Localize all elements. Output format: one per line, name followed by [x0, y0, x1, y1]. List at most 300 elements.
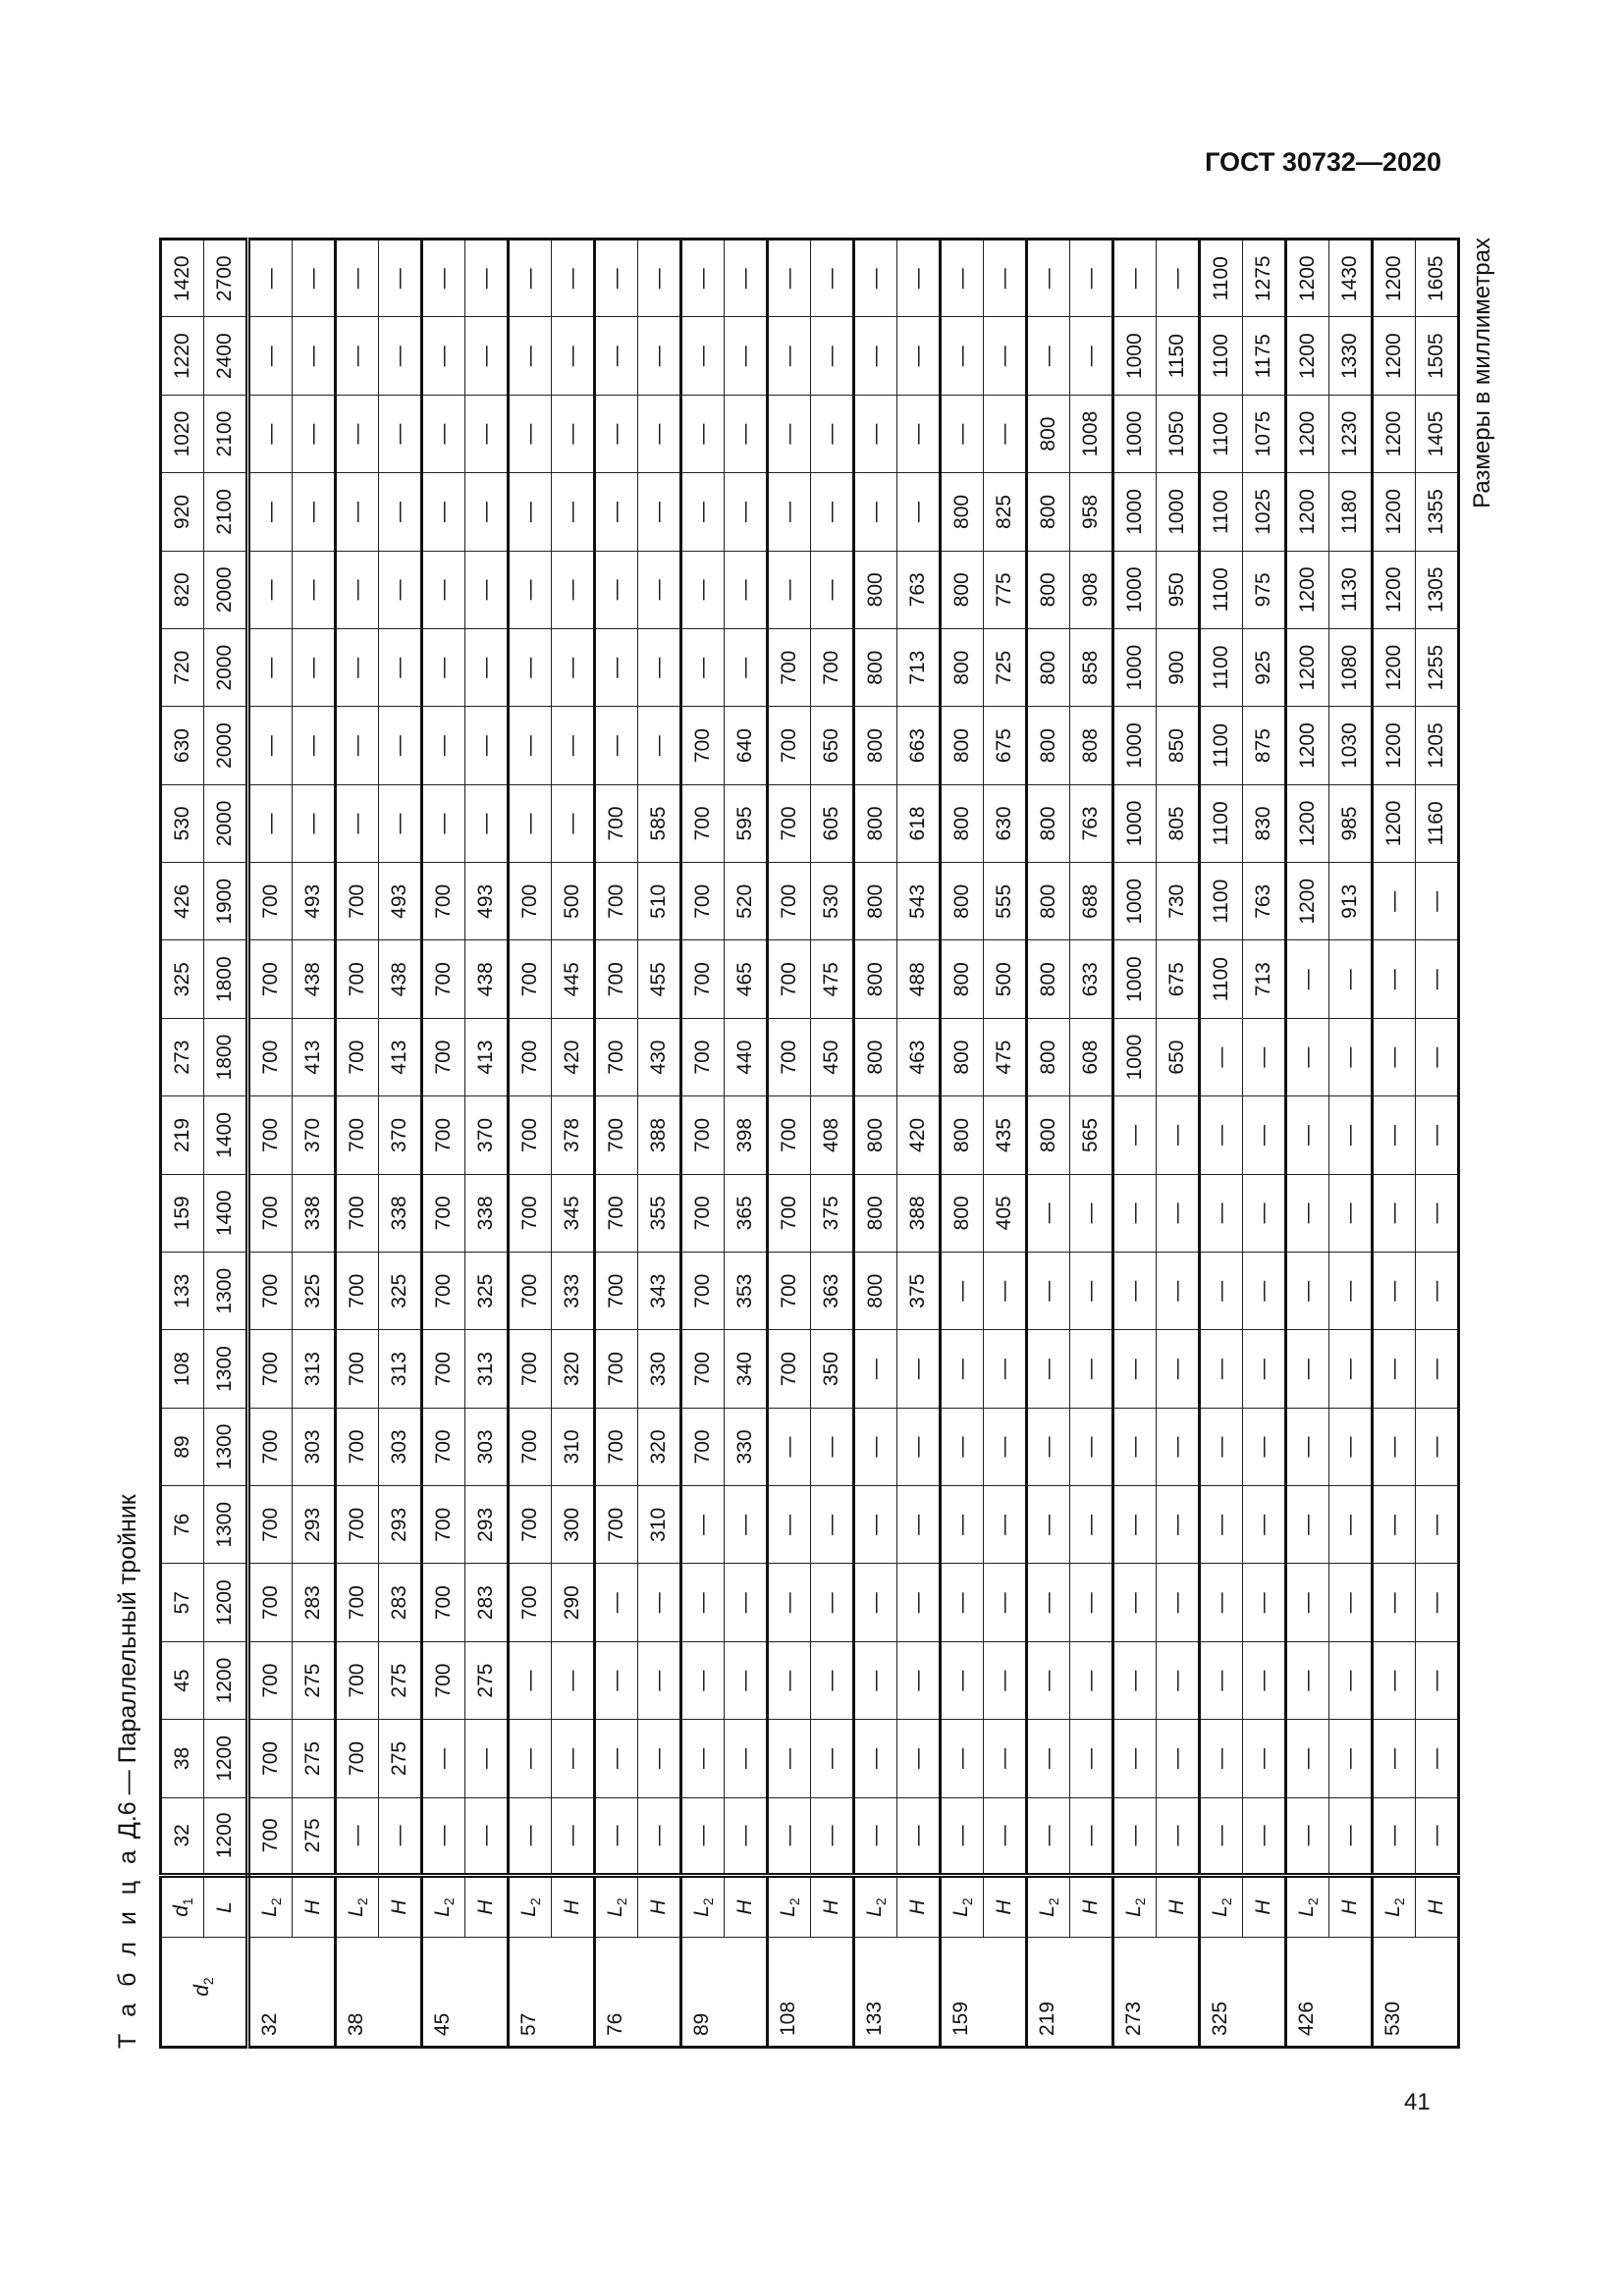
H-value-cell: 585 [638, 784, 681, 862]
L2-value-cell: — [509, 240, 552, 318]
d1-header-cell: 1220 [161, 317, 204, 395]
H-value-cell: — [1329, 1641, 1373, 1719]
L2-value-cell: 700 [768, 707, 811, 784]
L2-value-cell: — [1027, 1486, 1070, 1564]
d1-header-cell: 32 [161, 1797, 204, 1875]
H-value-cell: 565 [1070, 1096, 1113, 1174]
L2-value-cell: 800 [854, 1096, 897, 1174]
L2-value-cell: 700 [509, 1018, 552, 1095]
H-value-cell: — [1243, 1018, 1286, 1095]
L2-label-cell [595, 1876, 638, 1938]
L2-value-cell: — [1200, 1720, 1243, 1797]
table-row-L2 [422, 240, 465, 2048]
H-value-cell: 650 [1157, 1018, 1200, 1095]
H-value-cell: — [984, 1330, 1027, 1408]
L2-symbol [430, 1897, 458, 1917]
L2-label-cell [1027, 1876, 1070, 1938]
d1-header-cell: 426 [161, 863, 204, 940]
d2-value-cell: 159 [941, 1938, 1027, 2048]
L2-value-cell: 700 [248, 863, 293, 940]
H-value-cell: — [552, 240, 595, 318]
L2-value-cell: — [1200, 1486, 1243, 1564]
H-value-cell: — [293, 784, 336, 862]
H-value-cell: 303 [379, 1408, 422, 1485]
H-value-cell: 450 [811, 1018, 854, 1095]
L2-value-cell: 1100 [1200, 395, 1243, 472]
L-value-cell: 2100 [204, 395, 248, 472]
H-value-cell: — [638, 629, 681, 707]
L2-value-cell: — [768, 1720, 811, 1797]
L2-value-cell: — [509, 1720, 552, 1797]
H-value-cell: 313 [465, 1330, 509, 1408]
L2-value-cell: — [336, 473, 379, 551]
L2-value-cell: — [422, 473, 465, 551]
table-row-H [552, 240, 595, 2048]
H-value-cell: — [725, 317, 768, 395]
H-value-cell: 555 [984, 863, 1027, 940]
H-value-cell: — [1157, 1797, 1200, 1875]
L-value-cell: 1200 [204, 1641, 248, 1719]
L2-value-cell: 700 [336, 1018, 379, 1095]
L2-value-cell: — [854, 1641, 897, 1719]
H-value-cell: — [1157, 240, 1200, 318]
H-value-cell: — [1243, 1797, 1286, 1875]
H-symbol: H [993, 1899, 1015, 1915]
H-value-cell: 530 [811, 863, 854, 940]
L2-value-cell: 700 [336, 1253, 379, 1330]
H-value-cell: 958 [1070, 473, 1113, 551]
H-value-cell: 510 [638, 863, 681, 940]
L2-value-cell: — [941, 1797, 984, 1875]
H-value-cell: 340 [725, 1330, 768, 1408]
L2-value-cell: — [1113, 240, 1157, 318]
L2-value-cell: — [854, 1720, 897, 1797]
H-value-cell: 630 [984, 784, 1027, 862]
L-value-cell: 1300 [204, 1330, 248, 1408]
H-value-cell: — [1070, 1253, 1113, 1330]
H-value-cell: 730 [1157, 863, 1200, 940]
H-value-cell: 455 [638, 940, 681, 1018]
L2-symbol [1121, 1897, 1149, 1917]
L2-symbol-letter: L [1294, 1905, 1318, 1917]
L2-value-cell: — [1373, 1564, 1416, 1641]
H-value-cell: — [293, 551, 336, 628]
L2-value-cell: 1200 [1373, 317, 1416, 395]
L2-symbol [862, 1897, 890, 1917]
H-value-cell: — [811, 473, 854, 551]
L2-symbol-letter: L [948, 1905, 972, 1917]
L2-value-cell: 1200 [1286, 863, 1329, 940]
d1-header-cell: 630 [161, 707, 204, 784]
L2-symbol-letter: L [1121, 1905, 1145, 1917]
H-value-cell: — [552, 551, 595, 628]
L2-label-cell [1200, 1876, 1243, 1938]
H-value-cell: — [984, 1564, 1027, 1641]
H-value-cell: 338 [293, 1174, 336, 1252]
H-value-cell: 763 [1070, 784, 1113, 862]
H-value-cell: — [984, 395, 1027, 472]
L2-value-cell: — [681, 629, 725, 707]
L2-value-cell: 1000 [1113, 863, 1157, 940]
L2-value-cell: — [1113, 1330, 1157, 1408]
L2-value-cell: 700 [422, 1408, 465, 1485]
L2-value-cell: 800 [854, 863, 897, 940]
L2-value-cell: 1200 [1286, 395, 1329, 472]
L2-value-cell: 700 [336, 1174, 379, 1252]
d1-symbol-subscript: 1 [180, 1897, 196, 1906]
L2-symbol-subscript: 2 [1305, 1897, 1322, 1906]
L2-value-cell: — [1200, 1330, 1243, 1408]
H-value-cell: 1330 [1329, 317, 1373, 395]
L2-value-cell: 1000 [1113, 940, 1157, 1018]
L2-label-cell [854, 1876, 897, 1938]
d1-header-cell: 1020 [161, 395, 204, 472]
H-value-cell: — [293, 317, 336, 395]
H-label-cell [1070, 1876, 1113, 1938]
L2-value-cell: 700 [509, 940, 552, 1018]
L2-symbol-letter: L [257, 1905, 281, 1917]
H-value-cell: — [465, 1720, 509, 1797]
d1-header-cell: 720 [161, 629, 204, 707]
H-value-cell: 413 [465, 1018, 509, 1095]
L2-value-cell: 800 [941, 629, 984, 707]
H-value-cell: 775 [984, 551, 1027, 628]
L2-value-cell: — [1373, 1797, 1416, 1875]
L2-label-cell [248, 1876, 293, 1938]
H-value-cell: 925 [1243, 629, 1286, 707]
L2-value-cell: — [768, 1641, 811, 1719]
L-value-cell: 2700 [204, 240, 248, 318]
L2-value-cell: 800 [854, 1018, 897, 1095]
H-value-cell: — [984, 1253, 1027, 1330]
H-value-cell: 1275 [1243, 240, 1286, 318]
L2-value-cell: 700 [681, 784, 725, 862]
H-value-cell: — [811, 1720, 854, 1797]
L-value-cell: 2000 [204, 551, 248, 628]
L2-value-cell: — [1286, 1564, 1329, 1641]
H-value-cell: 1205 [1416, 707, 1459, 784]
d1-header-cell: 325 [161, 940, 204, 1018]
table-row-H [725, 240, 768, 2048]
L2-value-cell: — [1113, 1096, 1157, 1174]
L2-value-cell: 1000 [1113, 551, 1157, 628]
L2-value-cell: 700 [422, 1564, 465, 1641]
L2-value-cell: — [248, 784, 293, 862]
L2-value-cell: 700 [595, 940, 638, 1018]
H-value-cell: 365 [725, 1174, 768, 1252]
L2-value-cell: 700 [681, 1096, 725, 1174]
L2-value-cell: — [854, 240, 897, 318]
d1-header-cell: 57 [161, 1564, 204, 1641]
d1-symbol-letter: d [169, 1905, 192, 1917]
L2-value-cell: — [422, 317, 465, 395]
L2-value-cell: 700 [681, 940, 725, 1018]
L2-value-cell: 800 [854, 1174, 897, 1252]
H-symbol: H [1079, 1899, 1102, 1915]
L2-value-cell: 800 [854, 551, 897, 628]
L2-value-cell: — [1286, 1408, 1329, 1485]
H-label-cell [897, 1876, 941, 1938]
L2-value-cell: 800 [941, 473, 984, 551]
L-value-cell: 1300 [204, 1486, 248, 1564]
H-value-cell: 500 [984, 940, 1027, 1018]
table-row-H [465, 240, 509, 2048]
d2-value-cell: 426 [1286, 1938, 1373, 2048]
H-value-cell: — [379, 629, 422, 707]
H-value-cell: — [1416, 1330, 1459, 1408]
H-value-cell: 850 [1157, 707, 1200, 784]
H-value-cell: — [379, 1797, 422, 1875]
L2-value-cell: — [1113, 1174, 1157, 1252]
H-value-cell: 908 [1070, 551, 1113, 628]
L2-value-cell: 700 [595, 1018, 638, 1095]
L2-value-cell: 700 [768, 784, 811, 862]
L2-value-cell: — [336, 784, 379, 862]
L2-value-cell: — [509, 395, 552, 472]
H-value-cell: 500 [552, 863, 595, 940]
H-value-cell: 275 [293, 1641, 336, 1719]
L2-value-cell: — [854, 473, 897, 551]
L2-symbol-letter: L [1380, 1905, 1404, 1917]
L2-value-cell: — [509, 1641, 552, 1719]
L2-value-cell: 700 [509, 1408, 552, 1485]
H-value-cell: 1150 [1157, 317, 1200, 395]
H-value-cell: 763 [897, 551, 941, 628]
L-value-cell: 1300 [204, 1408, 248, 1485]
H-value-cell: 438 [293, 940, 336, 1018]
L2-value-cell: — [1027, 1174, 1070, 1252]
L2-value-cell: 800 [1027, 940, 1070, 1018]
L2-label-cell [336, 1876, 379, 1938]
H-label-cell [811, 1876, 854, 1938]
H-value-cell: — [552, 317, 595, 395]
L2-value-cell: — [1286, 1797, 1329, 1875]
L2-value-cell: 1000 [1113, 1018, 1157, 1095]
H-value-cell: 398 [725, 1096, 768, 1174]
H-value-cell: — [725, 629, 768, 707]
L2-symbol [948, 1897, 976, 1917]
H-value-cell: — [1157, 1174, 1200, 1252]
L2-value-cell: 1200 [1373, 784, 1416, 862]
L2-value-cell: — [1113, 1253, 1157, 1330]
L2-value-cell: 1200 [1286, 784, 1329, 862]
H-value-cell: — [638, 473, 681, 551]
d1-header-cell: 133 [161, 1253, 204, 1330]
H-value-cell: 475 [811, 940, 854, 1018]
H-value-cell: 688 [1070, 863, 1113, 940]
table-row-L2 [509, 240, 552, 2048]
d2-symbol-letter: d [190, 1985, 214, 1997]
L2-value-cell: — [941, 240, 984, 318]
H-value-cell: 275 [379, 1720, 422, 1797]
L2-value-cell: — [1286, 1253, 1329, 1330]
H-value-cell: 355 [638, 1174, 681, 1252]
H-value-cell: 763 [1243, 863, 1286, 940]
L2-value-cell: — [1200, 1096, 1243, 1174]
L2-value-cell: 800 [941, 1096, 984, 1174]
L2-value-cell: — [1113, 1641, 1157, 1719]
H-value-cell: 275 [465, 1641, 509, 1719]
L2-value-cell: — [595, 1797, 638, 1875]
L2-value-cell: 700 [768, 1253, 811, 1330]
L2-value-cell: 1200 [1373, 240, 1416, 318]
H-value-cell: 713 [1243, 940, 1286, 1018]
L2-value-cell: — [681, 1486, 725, 1564]
L2-value-cell: — [1027, 1641, 1070, 1719]
L2-value-cell: 1200 [1286, 707, 1329, 784]
L2-value-cell: 700 [422, 1096, 465, 1174]
H-label-cell [1157, 1876, 1200, 1938]
L2-value-cell: 1100 [1200, 629, 1243, 707]
L2-value-cell: — [941, 395, 984, 472]
H-value-cell: — [897, 317, 941, 395]
header-row-d1 [161, 240, 204, 2048]
d2-header-cell [161, 1938, 248, 2048]
d1-header-cell: 38 [161, 1720, 204, 1797]
H-value-cell: 1130 [1329, 551, 1373, 628]
L-value-cell: 1200 [204, 1564, 248, 1641]
L2-label-cell [768, 1876, 811, 1938]
L2-value-cell: 1100 [1200, 473, 1243, 551]
H-value-cell: — [1243, 1253, 1286, 1330]
L2-value-cell: — [941, 1641, 984, 1719]
L2-value-cell: — [509, 1797, 552, 1875]
L2-value-cell: 700 [681, 1174, 725, 1252]
H-value-cell: 338 [465, 1174, 509, 1252]
L2-value-cell: — [854, 1330, 897, 1408]
H-label-cell [725, 1876, 768, 1938]
H-value-cell: — [1243, 1486, 1286, 1564]
L2-value-cell: 700 [768, 940, 811, 1018]
H-symbol: H [1252, 1899, 1274, 1915]
L2-value-cell: 1200 [1373, 629, 1416, 707]
L2-value-cell: 700 [509, 863, 552, 940]
L2-value-cell: — [248, 551, 293, 628]
H-value-cell: — [379, 473, 422, 551]
L2-symbol-subscript: 2 [614, 1897, 630, 1906]
H-value-cell: — [1157, 1330, 1200, 1408]
L2-value-cell: — [854, 1797, 897, 1875]
H-value-cell: — [552, 395, 595, 472]
H-value-cell: 420 [552, 1018, 595, 1095]
H-value-cell: 375 [811, 1174, 854, 1252]
H-value-cell: 370 [465, 1096, 509, 1174]
H-value-cell: — [1157, 1253, 1200, 1330]
H-value-cell: 1230 [1329, 395, 1373, 472]
L2-symbol-subscript: 2 [700, 1897, 717, 1906]
L2-value-cell: 1200 [1286, 629, 1329, 707]
H-value-cell: — [984, 1641, 1027, 1719]
L2-value-cell: — [1027, 317, 1070, 395]
H-value-cell: — [1329, 1720, 1373, 1797]
L2-label-cell [509, 1876, 552, 1938]
H-value-cell: — [811, 1408, 854, 1485]
L2-value-cell: — [1200, 1797, 1243, 1875]
L-value-cell: 1400 [204, 1174, 248, 1252]
H-value-cell: 293 [379, 1486, 422, 1564]
H-symbol: H [474, 1899, 497, 1915]
H-value-cell: — [552, 473, 595, 551]
H-value-cell: 1030 [1329, 707, 1373, 784]
H-value-cell: — [811, 395, 854, 472]
H-value-cell: — [1329, 1797, 1373, 1875]
L2-value-cell: — [248, 629, 293, 707]
table-row-H [1416, 240, 1459, 2048]
L2-value-cell: 1000 [1113, 473, 1157, 551]
H-value-cell: — [897, 1408, 941, 1485]
H-value-cell: 463 [897, 1018, 941, 1095]
L2-value-cell: 1200 [1373, 707, 1416, 784]
table-row-L2 [595, 240, 638, 2048]
H-value-cell: 1080 [1329, 629, 1373, 707]
H-value-cell: — [1070, 1720, 1113, 1797]
H-value-cell: — [465, 395, 509, 472]
H-value-cell: 825 [984, 473, 1027, 551]
d1-header-cell: 76 [161, 1486, 204, 1564]
H-value-cell: 1505 [1416, 317, 1459, 395]
L2-symbol [1380, 1897, 1408, 1917]
L2-value-cell: — [1286, 940, 1329, 1018]
d2-value-cell: 89 [681, 1938, 768, 2048]
L2-value-cell: — [941, 1486, 984, 1564]
d2-value-cell: 530 [1373, 1938, 1459, 2048]
L2-symbol-subscript: 2 [1218, 1897, 1235, 1906]
L2-value-cell: 1000 [1113, 784, 1157, 862]
L2-value-cell: — [941, 1720, 984, 1797]
H-value-cell: — [984, 1486, 1027, 1564]
H-value-cell: — [984, 1797, 1027, 1875]
H-value-cell: 1175 [1243, 317, 1286, 395]
H-value-cell: 330 [725, 1408, 768, 1485]
H-value-cell: — [1070, 1174, 1113, 1252]
L2-value-cell: 700 [595, 1174, 638, 1252]
L2-value-cell: 700 [248, 1486, 293, 1564]
L2-value-cell: — [1373, 940, 1416, 1018]
H-value-cell: 445 [552, 940, 595, 1018]
H-value-cell: — [897, 473, 941, 551]
d1-header-cell: 108 [161, 1330, 204, 1408]
L2-value-cell: 700 [422, 940, 465, 1018]
L2-label-cell [1286, 1876, 1329, 1938]
table-row-L2 [681, 240, 725, 2048]
L2-value-cell: 1200 [1286, 473, 1329, 551]
H-value-cell: — [1329, 1486, 1373, 1564]
H-value-cell: — [552, 1797, 595, 1875]
H-value-cell: 1405 [1416, 395, 1459, 472]
L2-value-cell: 700 [595, 1096, 638, 1174]
L2-value-cell: — [854, 317, 897, 395]
L2-value-cell: — [595, 551, 638, 628]
L2-symbol-subscript: 2 [354, 1897, 371, 1906]
L-value-cell: 1200 [204, 1797, 248, 1875]
L2-value-cell: — [336, 707, 379, 784]
L2-value-cell: 800 [854, 1253, 897, 1330]
table-row-L2 [1200, 240, 1243, 2048]
H-value-cell: — [1243, 1641, 1286, 1719]
H-value-cell: — [725, 1564, 768, 1641]
L2-value-cell: — [1113, 1408, 1157, 1485]
L2-value-cell: — [1027, 1720, 1070, 1797]
H-value-cell: 310 [552, 1408, 595, 1485]
L2-symbol [1035, 1897, 1062, 1917]
H-value-cell: — [897, 1641, 941, 1719]
H-value-cell: 300 [552, 1486, 595, 1564]
H-label-cell [1416, 1876, 1459, 1938]
H-value-cell: 675 [984, 707, 1027, 784]
H-value-cell: — [1243, 1408, 1286, 1485]
H-value-cell: — [638, 707, 681, 784]
table-row-H [984, 240, 1027, 2048]
